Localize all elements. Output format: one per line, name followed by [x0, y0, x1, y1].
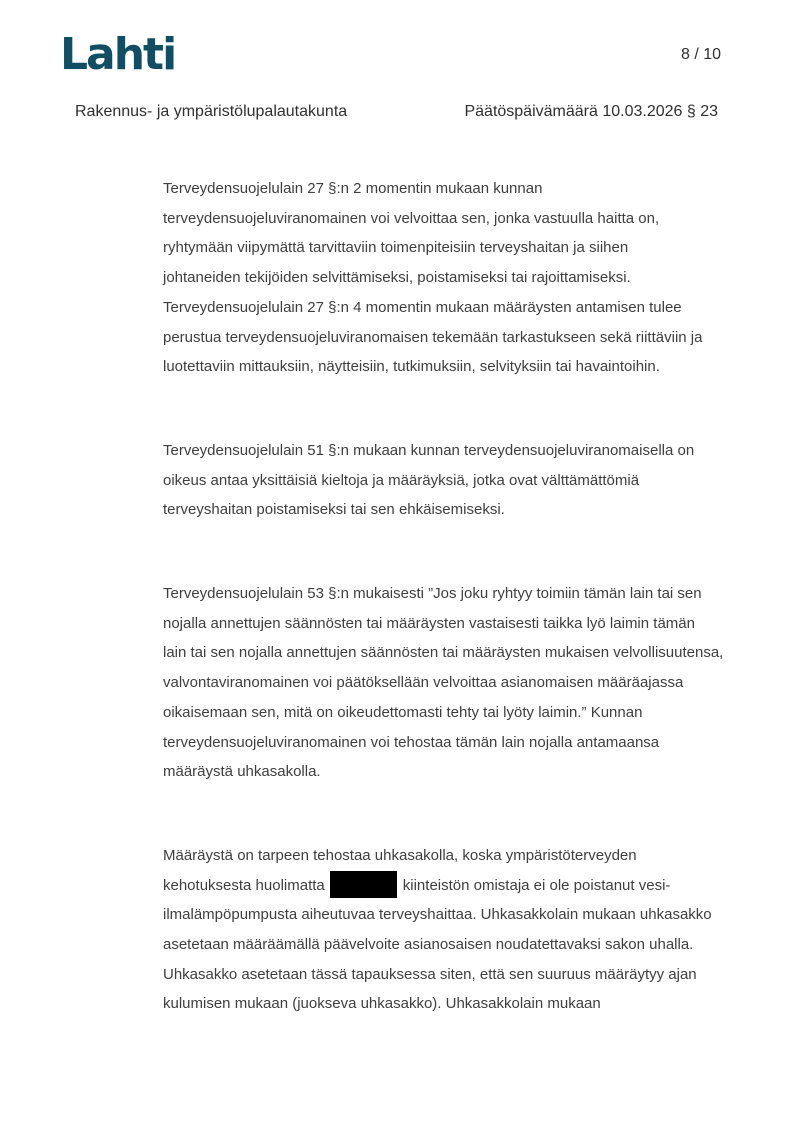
redacted-text-line — [163, 871, 763, 901]
text-line: valvontaviranomainen voi päätöksellään velvoittaa asianomaisen määräajassa — [163, 674, 684, 692]
body-text — [163, 174, 763, 1073]
text-line: Määräystä on tarpeen tehostaa uhkasakolla, koska ympäristöterveyden — [163, 846, 637, 864]
text-line: oikeus antaa yksittäisiä kieltoja ja määräyksiä, jotka ovat välttämättömiä — [163, 471, 640, 489]
text-line: johtaneiden tekijöiden selvittämiseksi, poistamiseksi tai rajoittamiseksi. — [163, 269, 631, 287]
text-line: oikaisemaan sen, mitä on oikeudettomasti tehty tai lyöty laimin.” Kunnan — [163, 703, 643, 721]
text-line: lain tai sen nojalla annettujen säännösten tai määräysten mukaisen velvollisuutensa, — [163, 644, 724, 662]
paragraph-2 — [163, 436, 763, 525]
text-line: terveyshaitan poistamiseksi tai sen ehkäisemiseksi. — [163, 501, 505, 519]
text-line: Terveydensuojelulain 27 §:n 2 momentin mukaan kunnan — [163, 180, 543, 197]
text-line: Uhkasakko asetetaan tässä tapauksessa siten, että sen suuruus määräytyy ajan — [163, 965, 697, 983]
text-line: ilmalämpöpumpusta aiheutuvaa terveyshaittaa. Uhkasakkolain mukaan uhkasakko — [163, 906, 712, 924]
text-line: Terveydensuojelulain 51 §:n mukaan kunnan terveydensuojeluviranomaisella on — [163, 441, 695, 459]
text-line: määräystä uhkasakolla. — [163, 763, 321, 781]
lahti-logo: Lahti — [60, 29, 176, 80]
text-line: Terveydensuojelulain 27 §:n 4 momentin mukaan määräysten antamisen tulee — [163, 298, 682, 316]
text-line: ryhtymään viipymättä tarvittaviin toimenpiteisiin terveyshaitan ja siihen — [163, 239, 629, 257]
text-line: terveydensuojeluviranomainen voi tehostaa tämän lain nojalla antamaansa — [163, 733, 660, 751]
text-line: Terveydensuojelulain 53 §:n mukaisesti ”Jos joku ryhtyy toimiin tämän lain tai sen — [163, 585, 702, 603]
text-line: asetetaan määräämällä päävelvoite asianosaisen noudatettavaksi sakon uhalla. — [163, 936, 694, 954]
paragraph-4 — [163, 841, 763, 1019]
paragraph-3 — [163, 579, 763, 787]
redaction-box — [330, 871, 397, 898]
text-line: terveydensuojeluviranomainen voi velvoittaa sen, jonka vastuulla haitta on, — [163, 209, 660, 227]
text-segment: kiinteistön omistaja ei ole poistanut vesi- — [402, 876, 671, 894]
decision-date: Päätöspäivämäärä 10.03.2026 § 23 — [464, 103, 718, 120]
text-line: kulumisen mukaan (juokseva uhkasakko). Uhkasakkolain mukaan — [163, 995, 601, 1013]
text-line: luotettaviin mittauksiin, näytteisiin, tutkimuksiin, selvityksiin tai havaintoihin. — [163, 358, 660, 376]
committee-name: Rakennus- ja ympäristölupalautakunta — [75, 103, 348, 120]
page-number: 8 / 10 — [680, 46, 721, 63]
text-line: nojalla annettujen säännösten tai määräysten vastaisesti taikka lyö laimin tämän — [163, 614, 695, 632]
text-segment: kehotuksesta huolimatta — [163, 876, 325, 894]
paragraph-1 — [163, 174, 763, 382]
text-line: perustua terveydensuojeluviranomaisen tekemään tarkastukseen sekä riittäviin ja — [163, 328, 703, 346]
